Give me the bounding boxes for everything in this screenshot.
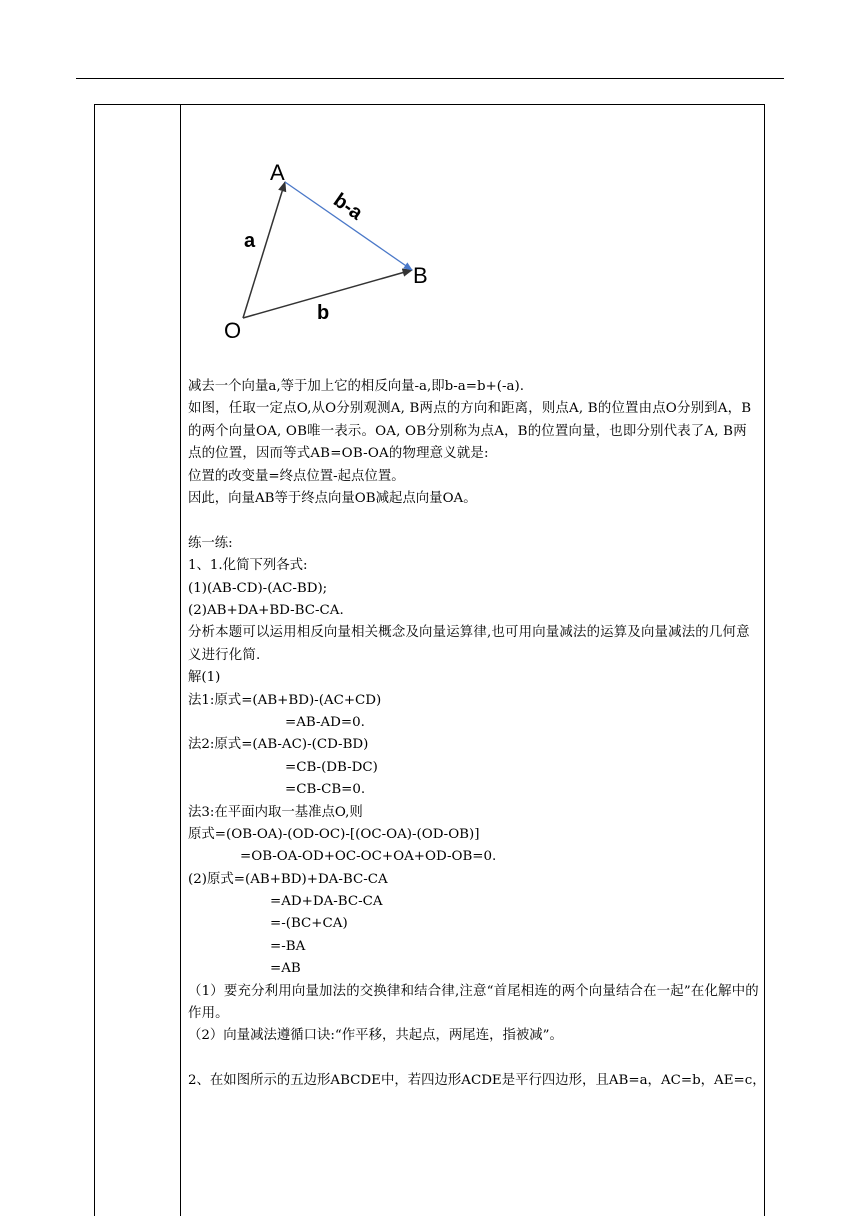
text-line: =AB-AD=0. [285,714,365,730]
vector-diagram [180,140,460,360]
text-line: (2)原式=(AB+BD)+DA-BC-CA [188,871,388,887]
text-line: 减去一个向量a,等于加上它的相反向量-a,即b-a=b+(-a). [188,379,524,394]
text-line: =-(BC+CA) [270,916,348,932]
text-line: 法2:原式=(AB-AC)-(CD-BD) [188,737,369,753]
text-line: (2)AB+DA+BD-BC-CA. [188,602,344,618]
lesson-content [188,376,766,1093]
vector-b-minus-a-label: b-a [329,189,367,225]
text-paragraph: （1）要充分利用向量加法的交换律和结合律,注意“首尾相连的两个向量结合在一起”在化解中的作用。 [188,983,759,1022]
text-line: =OB-OA-OD+OC-OC+OA+OD-OB=0. [240,849,497,865]
text-line: (1)(AB-CD)-(AC-BD); [188,580,328,596]
text-line: 解(1) [188,670,221,686]
point-a-label: A [270,160,285,185]
text-line: =CB-(DB-DC) [285,759,378,775]
text-line: （2）向量减法遵循口诀:“作平移，共起点，两尾连，指被减”。 [188,1028,563,1044]
text-line: =CB-CB=0. [285,782,366,798]
text-line: 1、1.化简下列各式: [188,558,308,574]
text-line: 位置的改变量=终点位置-起点位置。 [188,468,405,484]
text-line: =AD+DA-BC-CA [270,894,383,910]
blank-line [188,510,760,532]
text-line: =AB [270,961,301,977]
text-paragraph: 如图，任取一定点O,从O分别观测A, B两点的方向和距离，则点A, B的位置由点O分别到A，B的两个向量OA, OB唯一表示。OA, OB分别称为点A，B的位置向量，也即分别代表了A, B两点的位置，因而等式AB=OB-OA的物理意义就是: [188,401,752,462]
point-o-label: O [224,318,242,343]
text-line: 练一练: [188,535,233,551]
vector-a-label: a [244,230,256,252]
text-line: 2、在如图所示的五边形ABCDE中，若四边形ACDE是平行四边形，且AB=a，AC=b，AE=c， [188,1073,766,1089]
header-rule [76,78,784,79]
text-paragraph: 分析本题可以运用相反向量相关概念及向量运算律,也可用向量减法的运算及向量减法的几何意义进行化简. [188,625,750,663]
text-line: 法3:在平面内取一基准点O,则 [188,804,363,820]
text-line: 法1:原式=(AB+BD)-(AC+CD) [188,692,382,708]
vector-b-label: b [317,302,330,324]
blank-line [188,1048,760,1070]
text-line: 原式=(OB-OA)-(OD-OC)-[(OC-OA)-(OD-OB)] [188,826,480,842]
text-line: 因此，向量AB等于终点向量OB减起点向量OA。 [188,491,477,506]
text-line: =-BA [270,938,306,954]
point-b-label: B [413,263,428,288]
